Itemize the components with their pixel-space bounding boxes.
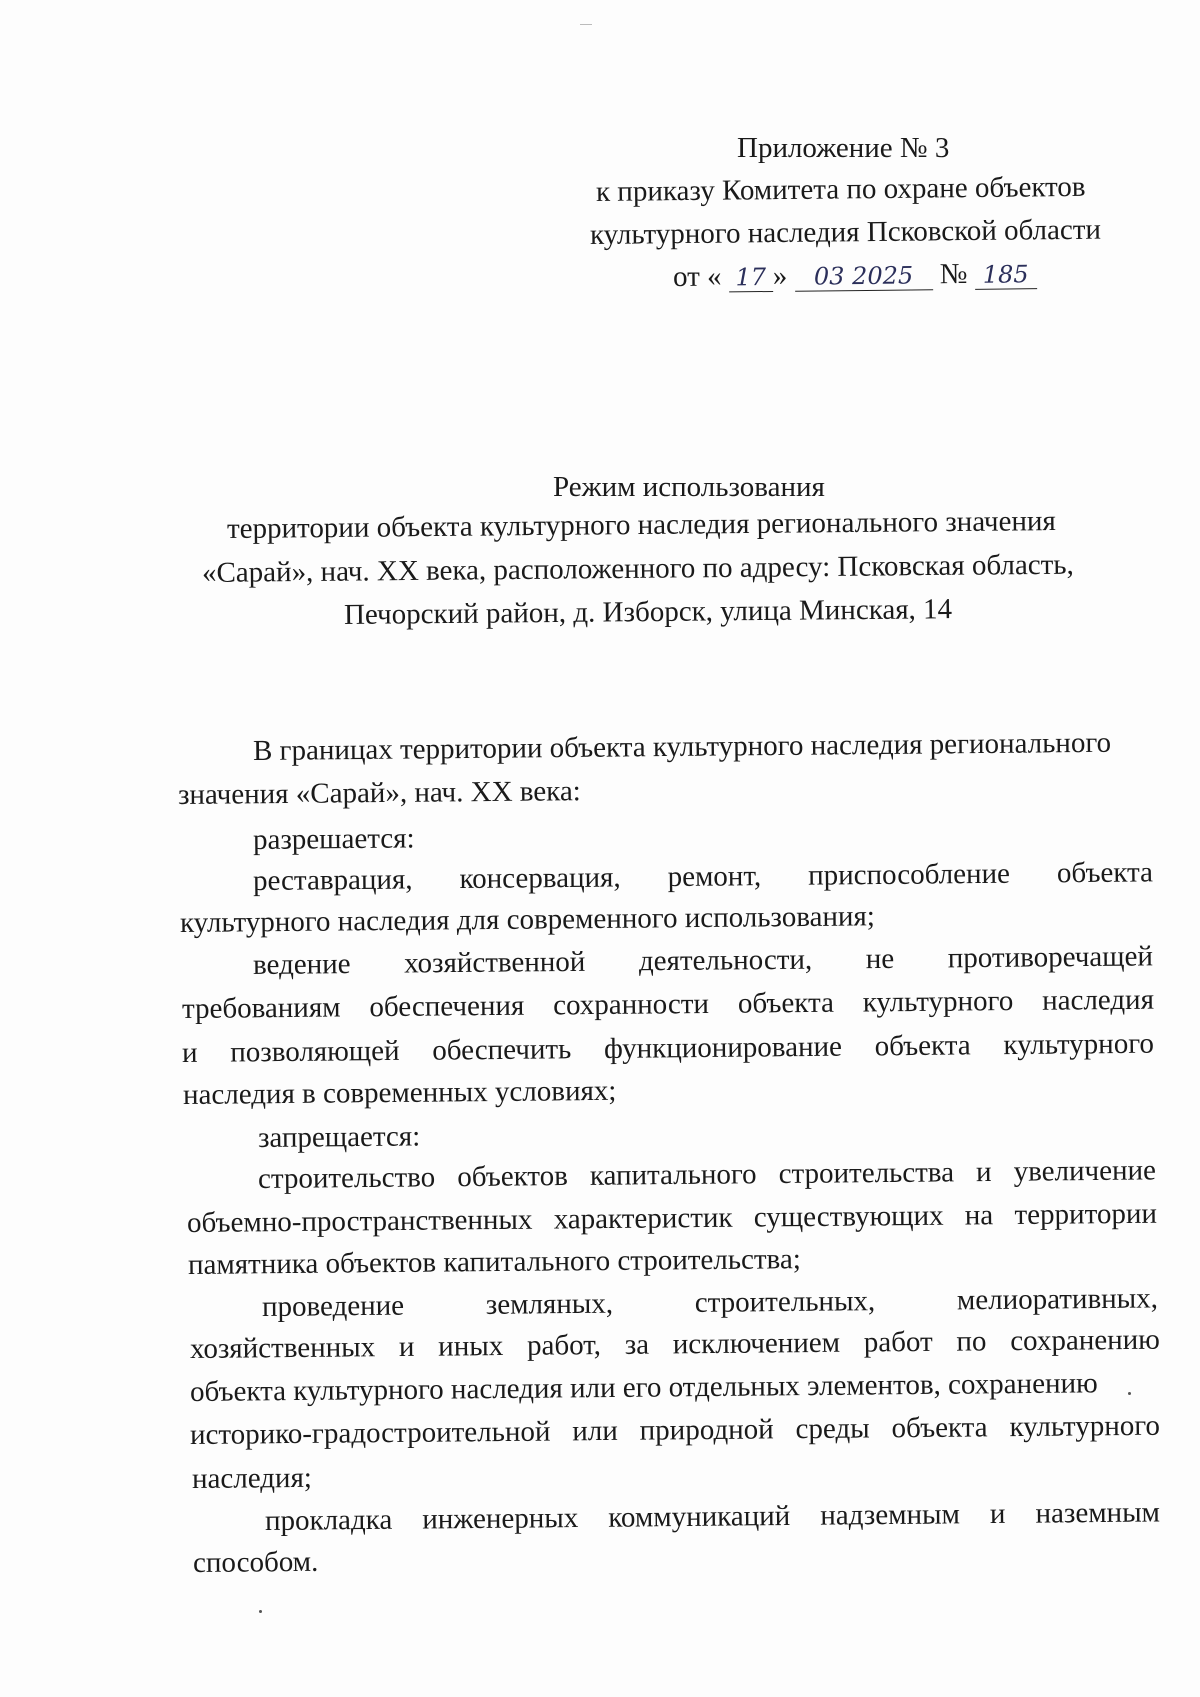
allowed-heading: разрешается: [252, 822, 415, 856]
allowed-item-2-line-3 [182, 1027, 1154, 1070]
word: капитального [589, 1158, 757, 1192]
word: земляных, [485, 1287, 614, 1321]
word: строительства [778, 1156, 955, 1191]
number-label: № [939, 257, 968, 291]
forbidden-item-3-line-2: способом. [192, 1545, 319, 1579]
forbidden-item-3-line-1 [265, 1495, 1160, 1538]
word: проведение [261, 1289, 405, 1323]
word: объекта [891, 1411, 988, 1445]
title-line-2: территории объекта культурного наследия регионального значения [226, 505, 1056, 545]
word: среды [795, 1412, 870, 1446]
word: функционирование [603, 1030, 843, 1065]
scan-speck [1128, 1392, 1131, 1395]
word: ремонт, [667, 860, 762, 894]
word: природной [639, 1413, 774, 1447]
word: коммуникаций [608, 1499, 791, 1534]
word: и [975, 1155, 992, 1189]
word: историко-градостроительной [189, 1415, 551, 1451]
word: реставрация, [252, 863, 413, 897]
word: обеспечить [432, 1033, 572, 1067]
word: территории [1014, 1197, 1158, 1232]
forbidden-item-1-line-2 [187, 1197, 1157, 1240]
word: объекта [737, 986, 835, 1020]
appendix-date-line [673, 256, 1037, 294]
title-line-4: Печорский район, д. Изборск, улица Минская, 14 [343, 593, 953, 631]
allowed-item-1-line-2: культурного наследия для современного использования; [179, 900, 876, 939]
word: работ [863, 1325, 933, 1359]
word: прокладка [264, 1503, 393, 1537]
word: требованиям [181, 991, 341, 1025]
word: исключением [672, 1326, 841, 1361]
forbidden-heading: запрещается: [257, 1120, 421, 1154]
word: ведение [252, 948, 351, 981]
forbidden-item-1-line-3: памятника объектов капитального строительства; [187, 1243, 801, 1281]
forbidden-item-2-line-4 [190, 1409, 1160, 1452]
date-prefix: от « [672, 260, 722, 293]
word: по [956, 1325, 987, 1358]
forbidden-item-2-line-3: объекта культурного наследия или его отдельных элементов, сохранению [189, 1367, 1098, 1408]
appendix-committee-line: культурного наследия Псковской области [589, 213, 1102, 251]
date-mid: » [772, 259, 788, 292]
word: и [989, 1497, 1006, 1531]
word: надземным [820, 1498, 960, 1532]
word: иных [438, 1329, 504, 1363]
word: строительных, [694, 1285, 876, 1319]
day-handwritten: 17 [735, 263, 767, 292]
forbidden-item-2-line-5: наследия; [191, 1461, 313, 1495]
word: характеристик [553, 1201, 733, 1236]
word: культурного [862, 985, 1014, 1019]
intro-line-2: значения «Сарай», нач. XX века: [177, 775, 581, 811]
word: существующих [753, 1199, 944, 1234]
word: приспособление [807, 857, 1011, 892]
title-line-1: Режим использования [553, 471, 825, 503]
word: или [572, 1414, 618, 1448]
scan-mark [580, 24, 592, 25]
word: позволяющей [230, 1034, 400, 1069]
word: не [865, 942, 895, 976]
word: объемно-пространственных [186, 1203, 533, 1239]
appendix-number: Приложение № 3 [737, 132, 950, 164]
intro-line-1: В границах территории объекта культурного наследия регионального [252, 726, 1112, 767]
word: культурного [1009, 1409, 1161, 1444]
word: объектов [457, 1160, 568, 1194]
scan-speck [259, 1610, 262, 1613]
word: хозяйственных [189, 1331, 376, 1365]
month-year-handwritten: 03 2025 [813, 261, 914, 291]
word: обеспечения [369, 989, 525, 1024]
word: противоречащей [947, 940, 1154, 975]
appendix-order-line: к приказу Комитета по охране объектов [595, 170, 1086, 208]
word: и [398, 1330, 415, 1363]
word: инженерных [422, 1501, 579, 1536]
word: деятельности, [638, 943, 813, 978]
day-field [729, 261, 773, 292]
forbidden-item-1-line-1 [258, 1153, 1156, 1196]
forbidden-item-2-line-1 [262, 1281, 1158, 1324]
month-year-field [794, 259, 932, 291]
number-handwritten: 185 [982, 260, 1029, 289]
word: сохранению [1010, 1323, 1160, 1358]
allowed-item-2-line-2 [182, 983, 1154, 1026]
word: наземным [1035, 1496, 1161, 1530]
title-line-3: «Сарай», нач. XX века, расположенного по адресу: Псковская область, [201, 548, 1074, 589]
word: работ, [526, 1329, 602, 1362]
word: за [624, 1328, 650, 1361]
word: культурного [1003, 1027, 1155, 1062]
word: мелиоративных, [956, 1282, 1159, 1317]
forbidden-item-2-line-2 [190, 1323, 1160, 1366]
word: увеличение [1013, 1154, 1157, 1188]
word: и [181, 1036, 198, 1069]
word: объекта [874, 1029, 971, 1063]
allowed-item-2-line-4: наследия в современных условиях; [182, 1074, 617, 1111]
number-field [975, 258, 1037, 290]
word: сохранности [553, 987, 710, 1022]
word: на [964, 1199, 994, 1232]
word: наследия [1041, 983, 1155, 1017]
allowed-item-1-line-1 [253, 855, 1153, 898]
word: консервация, [459, 861, 621, 896]
word: объекта [1056, 856, 1154, 890]
word: хозяйственной [403, 945, 586, 980]
allowed-item-2-line-1 [253, 939, 1153, 982]
word: строительство [257, 1161, 436, 1195]
